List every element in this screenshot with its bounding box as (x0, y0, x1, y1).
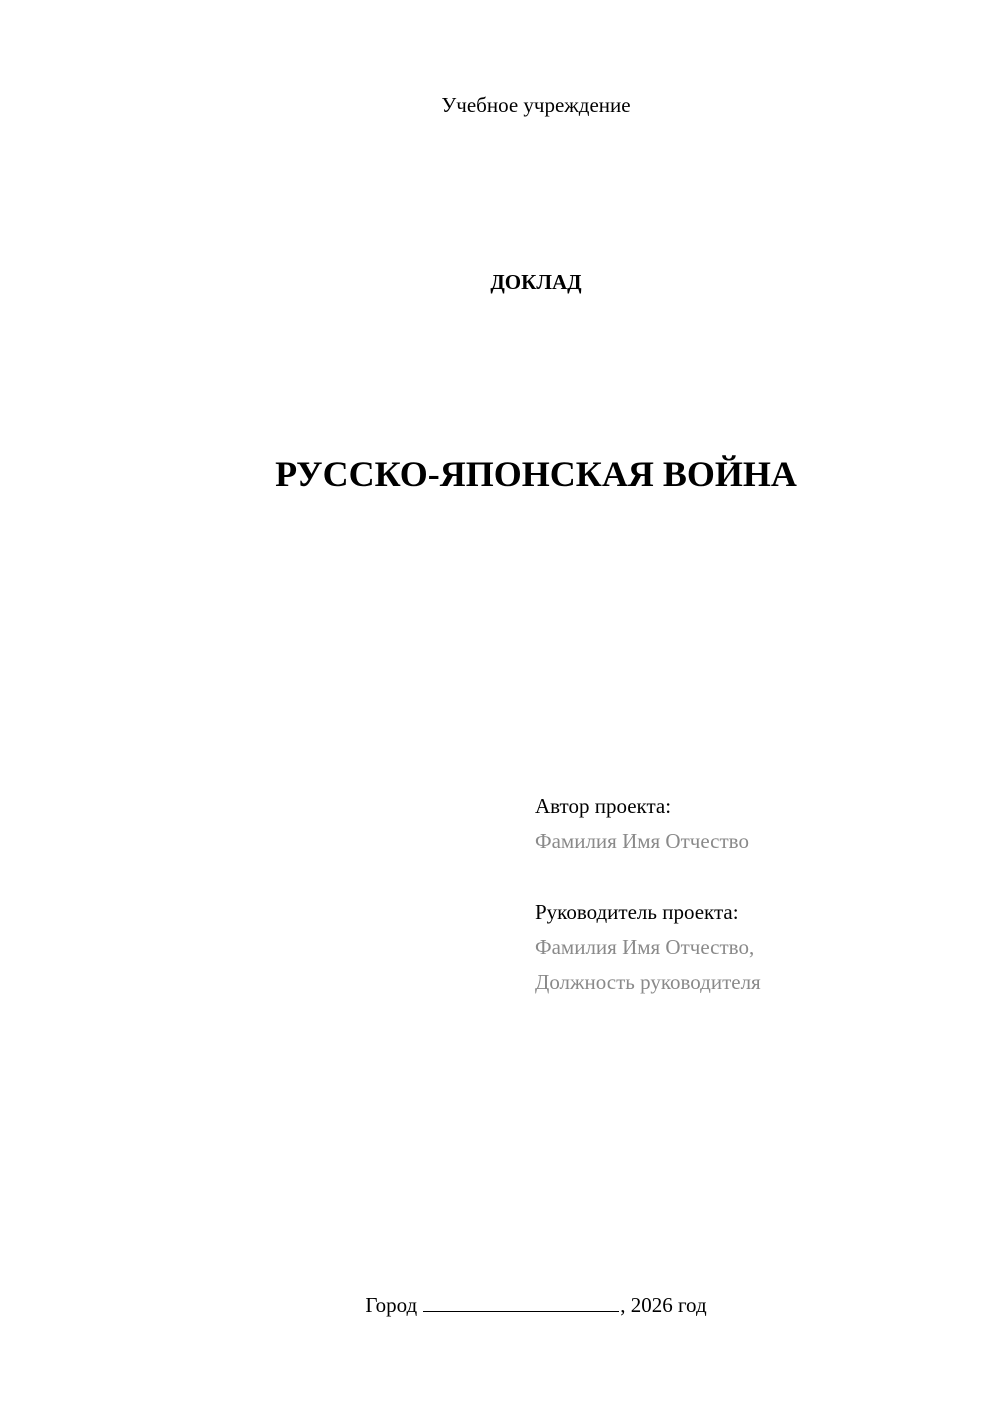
supervisor-position-placeholder: Должность руководителя (535, 970, 761, 994)
document-type: ДОКЛАД (490, 270, 582, 294)
city-label: Город (365, 1293, 418, 1317)
supervisor-name-placeholder: Фамилия Имя Отчество, (535, 935, 755, 959)
author-name-placeholder: Фамилия Имя Отчество (535, 829, 749, 853)
info-spacer (535, 859, 761, 895)
footer-city-year (0, 1292, 1000, 1318)
project-info-block (535, 789, 761, 1000)
author-label: Автор проекта: (535, 794, 672, 818)
city-blank-line (423, 1292, 619, 1312)
document-title: РУССКО-ЯПОНСКАЯ ВОЙНА (275, 454, 797, 494)
year-text: , 2026 год (620, 1293, 707, 1317)
institution-name: Учебное учреждение (441, 93, 631, 117)
supervisor-label: Руководитель проекта: (535, 900, 739, 924)
